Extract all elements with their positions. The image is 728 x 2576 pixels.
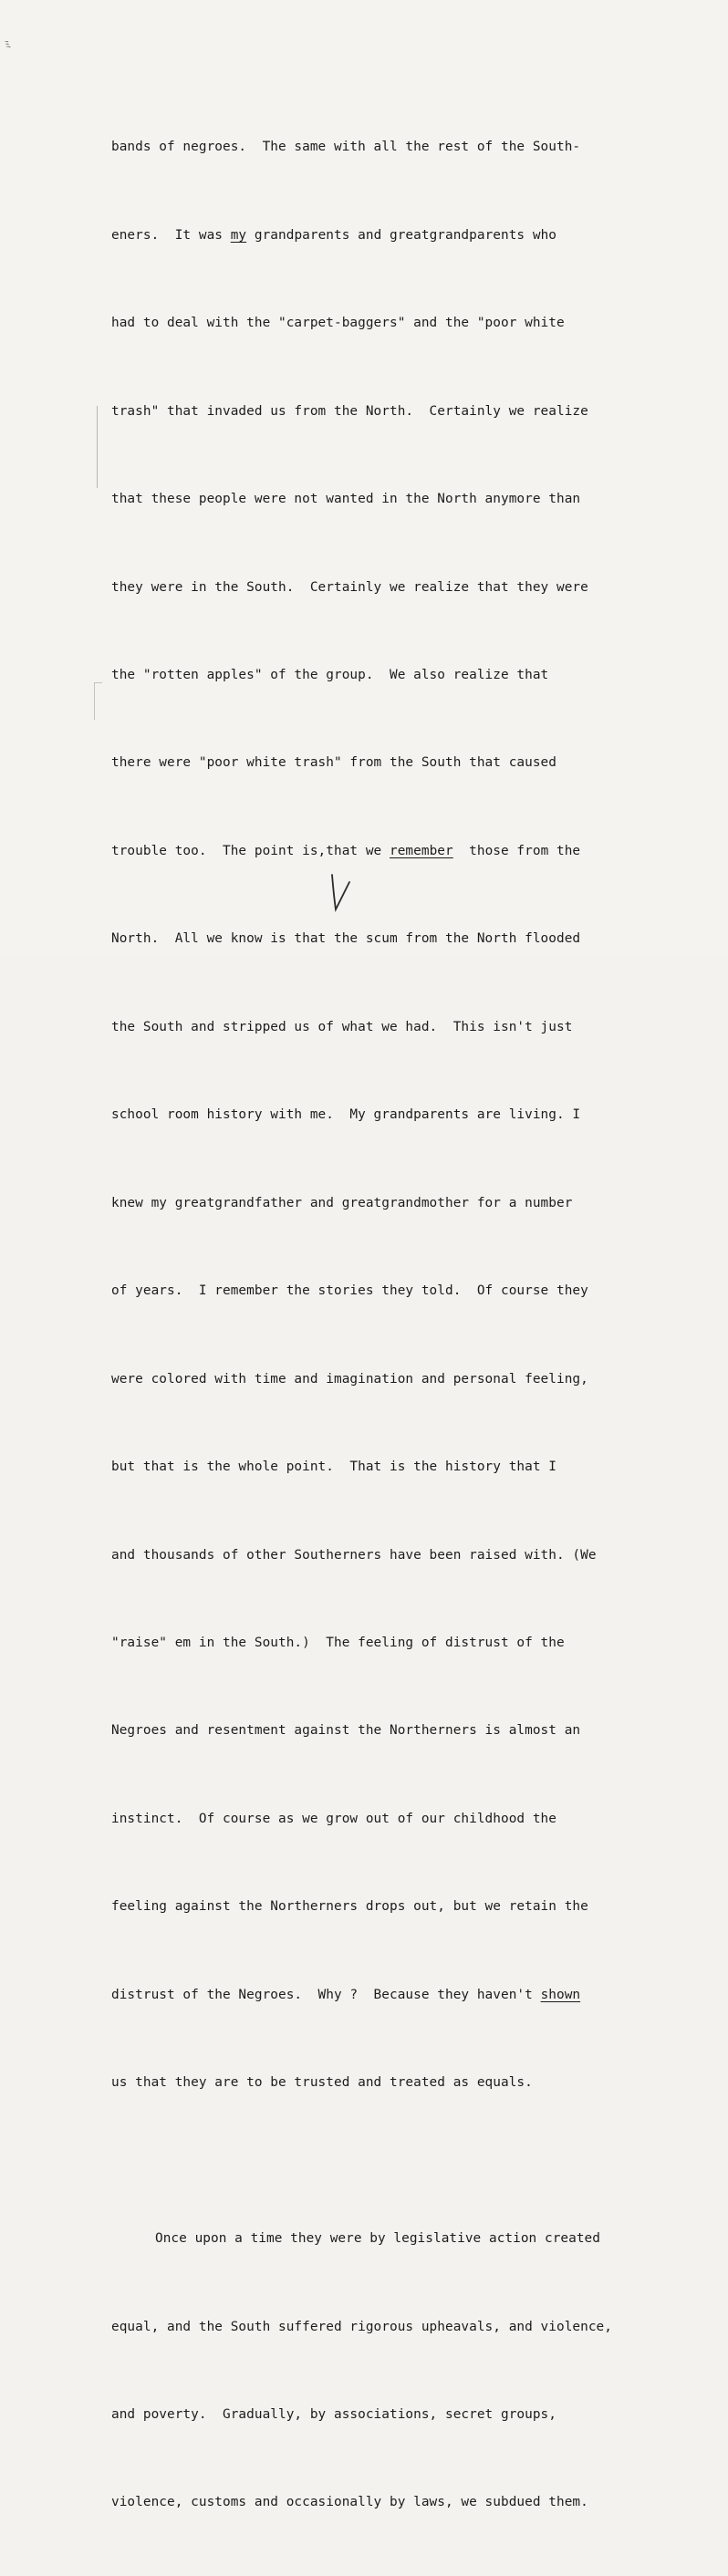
text-line: and poverty. Gradually, by associations, secret groups, [111, 2406, 556, 2422]
margin-pencil-line [97, 406, 98, 488]
text-line: that these people were not wanted in the North anymore than [111, 492, 581, 507]
corner-pencil-mark: ﾐ [2, 37, 13, 52]
text-line: violence, customs and occasionally by laws, we subdued them. [111, 2495, 588, 2510]
text-line: there were "poor white trash" from the South that caused [111, 755, 556, 771]
underlined-word: shown [540, 1987, 581, 2002]
underlined-word: remember [390, 843, 453, 858]
text-line: but that is the whole point. That is the history that I [111, 1459, 556, 1475]
text-line: trash" that invaded us from the North. Certainly we realize [111, 403, 588, 419]
text-line: distrust of the Negroes. Why ? Because they haven't shown [111, 1987, 581, 2002]
text-line: us that they are to be trusted and treated as equals. [111, 2075, 533, 2091]
underlined-word: my [230, 227, 247, 243]
text-line: Once upon a time they were by legislative action created [155, 2231, 600, 2247]
paragraph-gap [111, 2156, 653, 2166]
text-line: they were in the South. Certainly we realize that they were [111, 579, 588, 595]
check-mark-icon [325, 871, 352, 913]
text-line: equal, and the South suffered rigorous upheavals, and violence, [111, 2319, 612, 2334]
margin-bracket-mark [94, 682, 102, 720]
text-line: were colored with time and imagination and personal feeling, [111, 1371, 588, 1387]
text-line: of years. I remember the stories they told. Of course they [111, 1283, 588, 1299]
text-line: had to deal with the "carpet-baggers" and the "poor white [111, 316, 565, 331]
text-line: North. All we know is that the scum from the North flooded [111, 931, 581, 947]
text-line: bands of negroes. The same with all the rest of the South- [111, 140, 581, 155]
text-line: trouble too. The point is,that we remember those from the [111, 843, 581, 858]
text-line: school room history with me. My grandparents are living. I [111, 1107, 581, 1123]
typed-text-body [111, 74, 653, 2576]
text-line: the "rotten apples" of the group. We also realize that [111, 668, 549, 683]
handwritten-check-mark [325, 871, 352, 913]
text-line: and thousands of other Southerners have been raised with. (We [111, 1547, 597, 1563]
text-line: Negroes and resentment against the Northerners is almost an [111, 1723, 581, 1739]
text-line: knew my greatgrandfather and greatgrandmother for a number [111, 1195, 573, 1210]
text-line: the South and stripped us of what we had. This isn't just [111, 1019, 573, 1034]
text-line: "raise" em in the South.) The feeling of distrust of the [111, 1636, 565, 1651]
text-line: instinct. Of course as we grow out of our childhood the [111, 1811, 556, 1826]
text-line: feeling against the Northerners drops out, but we retain the [111, 1899, 588, 1915]
text-line: eners. It was my grandparents and greatgrandparents who [111, 227, 556, 243]
